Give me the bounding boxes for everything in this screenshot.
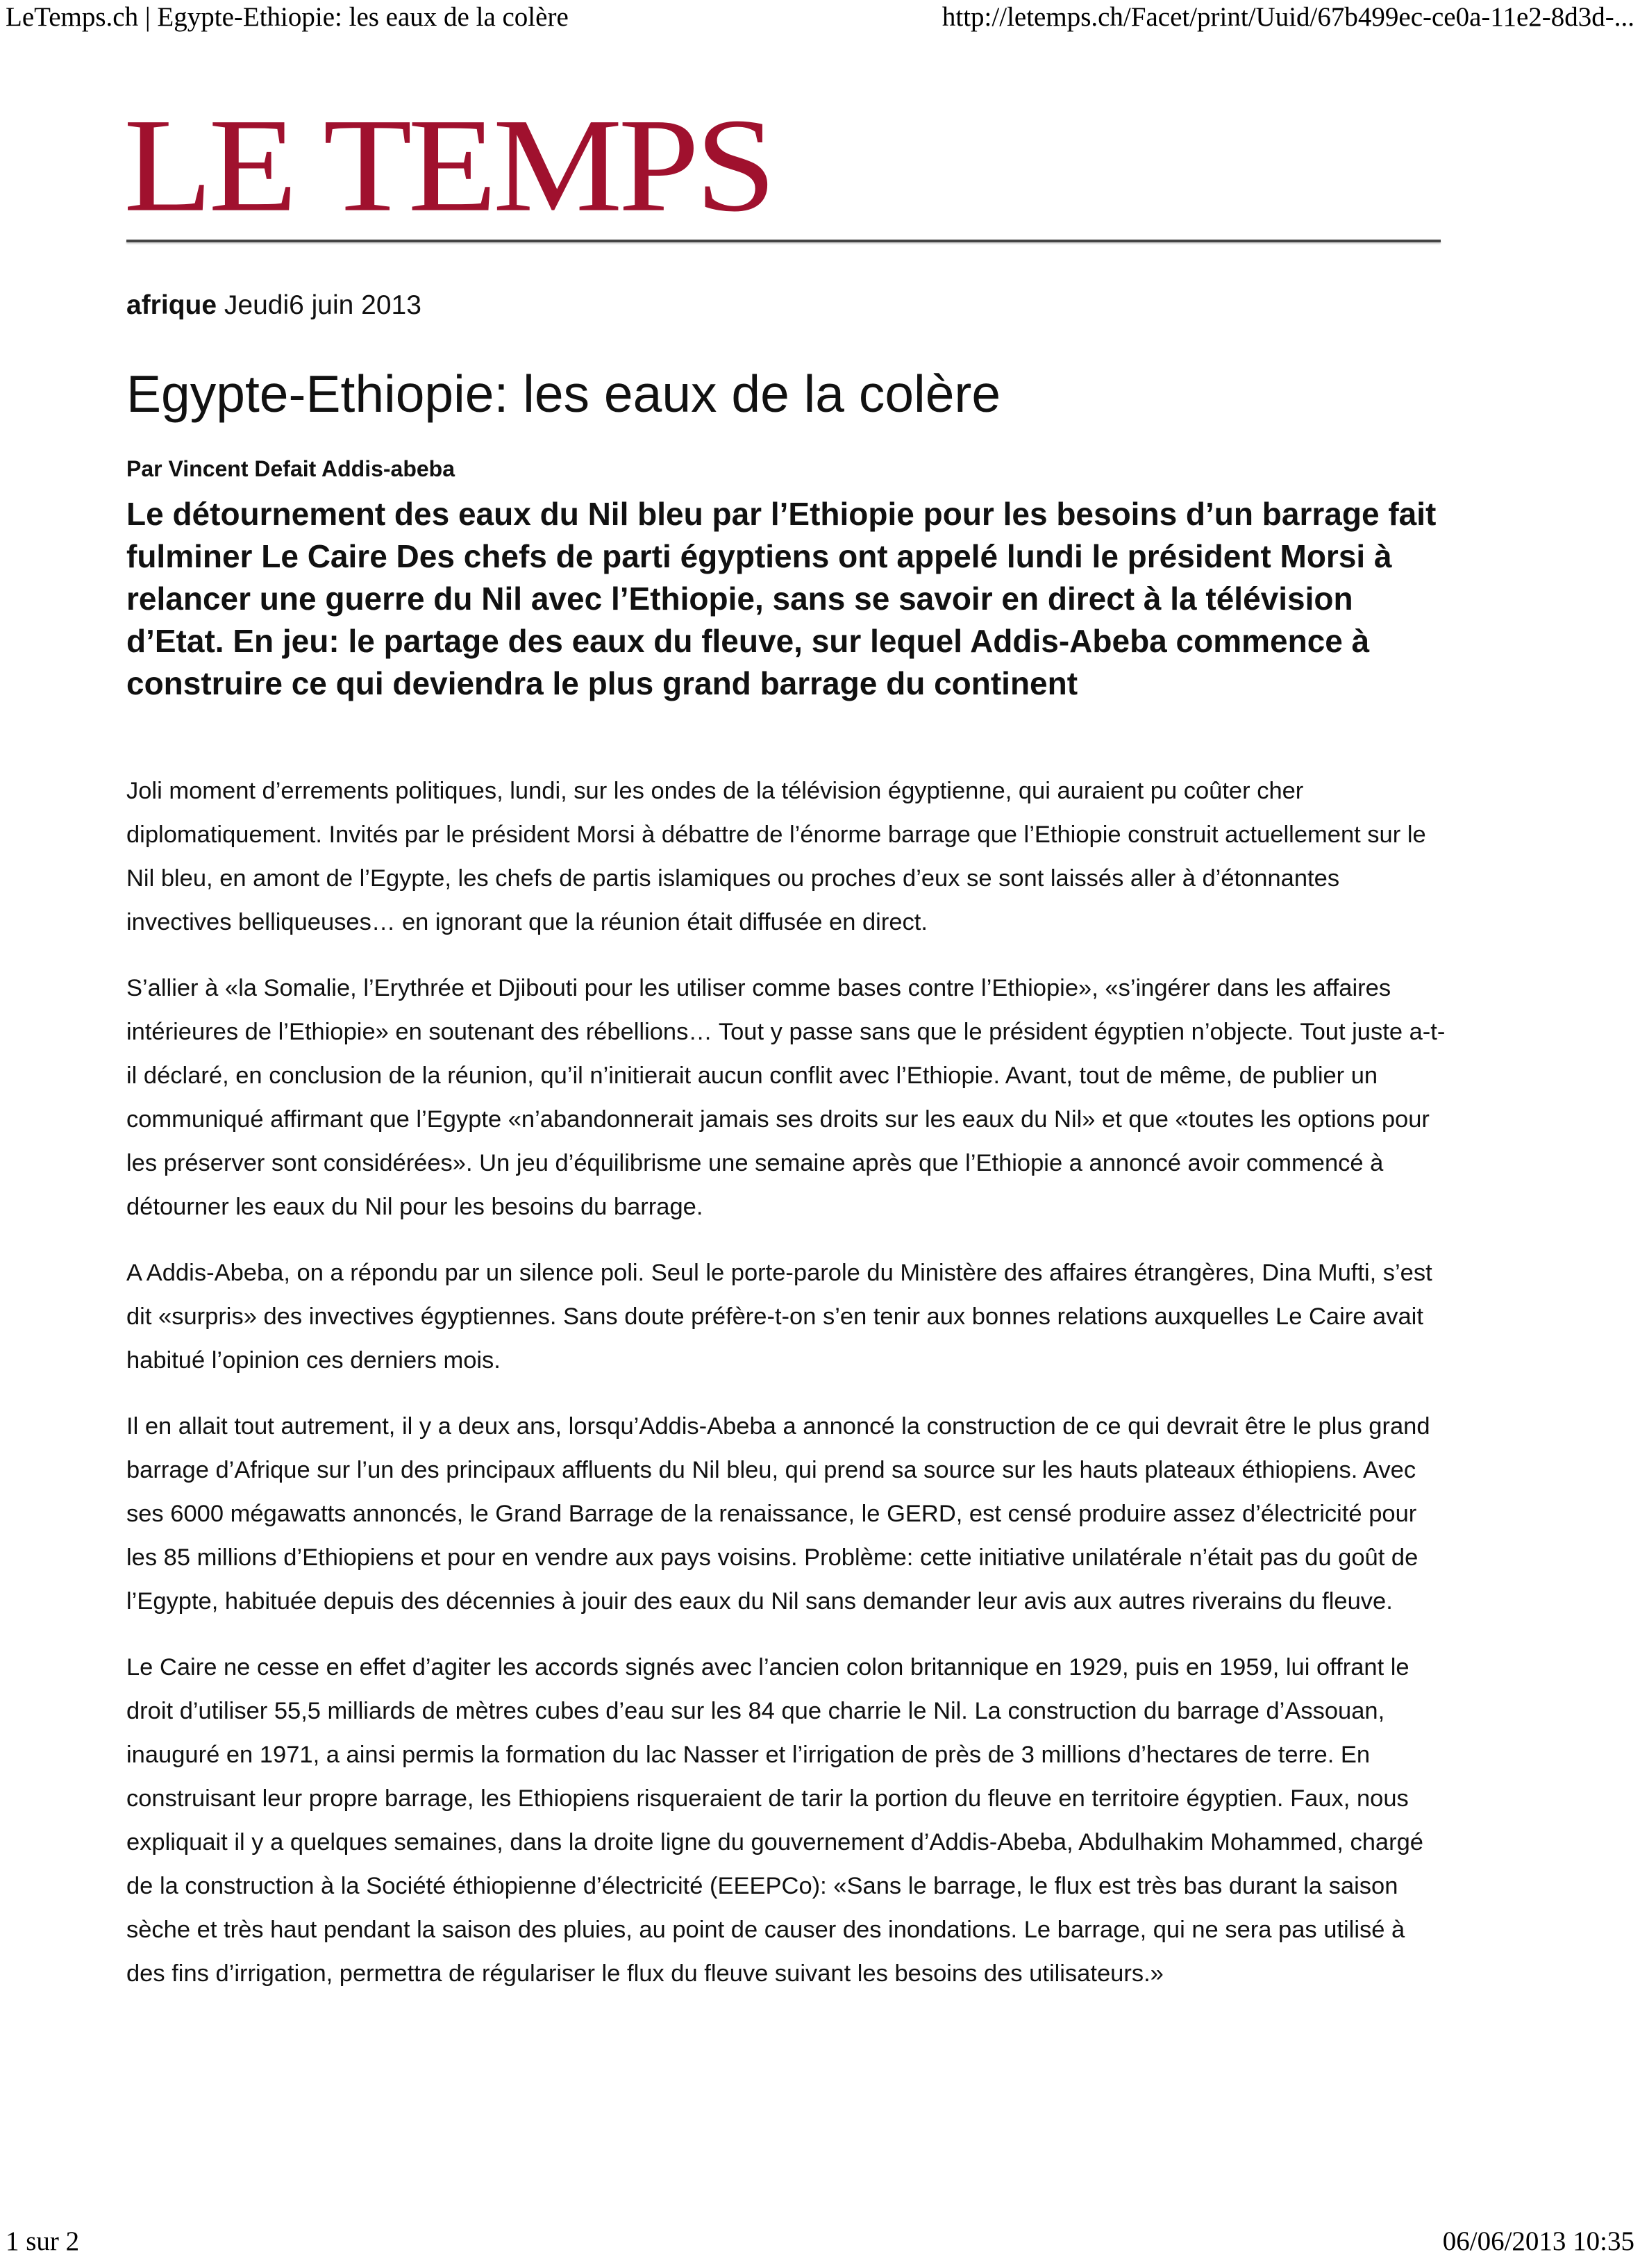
print-footer [0, 2226, 1640, 2260]
article-paragraph: S’allier à «la Somalie, l’Erythrée et Djibouti pour les utiliser comme bases contre l’Ethiopie», «s’ingérer dans les affaires intérieures de l’Ethiopie» en soutenant des rébellions… Tout y passe sans que le président égyptien n’objecte. Tout juste a-t-il déclaré, en conclusion de la réunion, qu’il n’initierait aucun conflit avec l’Ethiopie. Avant, tout de même, de publier un communiqué affirmant que l’Egypte «n’abandonnerait jamais ses droits sur les eaux du Nil» et que «toutes les options pour les préserver sont considérées». Un jeu d’équilibrisme une semaine après que l’Ethiopie a annoncé avoir commencé à détourner les eaux du Nil pour les besoins du barrage. [126, 975, 1446, 1220]
article-lead: Le détournement des eaux du Nil bleu par l’Ethiopie pour les besoins d’un barrage fait fulminer Le Caire Des chefs de parti égyptiens ont appelé lundi le président Morsi à relancer une guerre du Nil avec l’Ethiopie, sans se savoir en direct à la télévision d’Etat. En jeu: le partage des eaux du fleuve, sur lequel Addis-Abeba commence à construire ce qui deviendra le plus grand barrage du continent [126, 496, 1437, 701]
article-date: Jeudi6 juin 2013 [224, 290, 421, 320]
article-byline: Par Vincent Defait Addis-abeba [126, 456, 455, 481]
article-paragraph: Il en allait tout autrement, il y a deux ans, lorsqu’Addis-Abeba a annoncé la construction de ce qui devrait être le plus grand barrage d’Afrique sur l’un des principaux affluents du Nil bleu, qui prend sa source sur les hauts plateaux éthiopiens. Avec ses 6000 mégawatts annoncés, le Grand Barrage de la renaissance, le GERD, est censé produire assez d’électricité pour les 85 millions d’Ethiopiens et pour en vendre aux pays voisins. Problème: cette initiative unilatérale n’était pas du goût de l’Egypte, habituée depuis des décennies à jouir des eaux du Nil sans demander leur avis aux autres riverains du fleuve. [126, 1413, 1430, 1615]
article-paragraph: Le Caire ne cesse en effet d’agiter les accords signés avec l’ancien colon britannique en 1929, puis en 1959, lui offrant le droit d’utiliser 55,5 milliards de mètres cubes d’eau sur les 84 que charrie le Nil. La construction du barrage d’Assouan, inauguré en 1971, a ainsi permis la formation du lac Nasser et l’irrigation de près de 3 millions d’hectares de terre. En construisant leur propre barrage, les Ethiopiens risqueraient de tarir la portion du fleuve en territoire égyptien. Faux, nous expliquait il y a quelques semaines, dans la droite ligne du gouvernement d’Addis-Abeba, Abdulhakim Mohammed, chargé de la construction à la Société éthiopienne d’électricité (EEEPCo): «Sans le barrage, le flux est très bas durant la saison sèche et très haut pendant la saison des pluies, au point de causer des inondations. Le barrage, qui ne sera pas utilisé à des fins d’irrigation, permettra de régulariser le flux du fleuve suivant les besoins des utilisateurs.» [126, 1654, 1423, 1987]
article-paragraph: A Addis-Abeba, on a répondu par un silence poli. Seul le porte-parole du Ministère des affaires étrangères, Dina Mufti, s’est dit «surpris» des invectives égyptiennes. Sans doute préfère-t-on s’en tenir aux bonnes relations auxquelles Le Caire avait habitué l’opinion ces derniers mois. [126, 1260, 1432, 1374]
print-page-number: 1 sur 2 [6, 2226, 80, 2256]
print-header [0, 1, 1640, 36]
article-body [126, 769, 1446, 2018]
article-rubric: afrique [126, 290, 217, 320]
le-temps-logo: LE TEMPS [124, 91, 773, 240]
print-url: http://letemps.ch/Facet/print/Uuid/67b499ec-ce0a-11e2-8d3d-... [942, 2, 1634, 32]
article-title: Egypte-Ethiopie: les eaux de la colère [126, 365, 1001, 423]
header-divider [126, 240, 1441, 242]
article-meta [126, 288, 1446, 323]
print-page-title: LeTemps.ch | Egypte-Ethiopie: les eaux de la colère [6, 2, 569, 32]
article-paragraph: Joli moment d’errements politiques, lundi, sur les ondes de la télévision égyptienne, qui auraient pu coûter cher diplomatiquement. Invités par le président Morsi à débattre de l’énorme barrage que l’Ethiopie construit actuellement sur le Nil bleu, en amont de l’Egypte, les chefs de partis islamiques ou proches d’eux se sont laissés aller à d’étonnantes invectives belliqueuses… en ignorant que la réunion était diffusée en direct. [126, 778, 1426, 935]
print-datetime: 06/06/2013 10:35 [1442, 2226, 1634, 2256]
